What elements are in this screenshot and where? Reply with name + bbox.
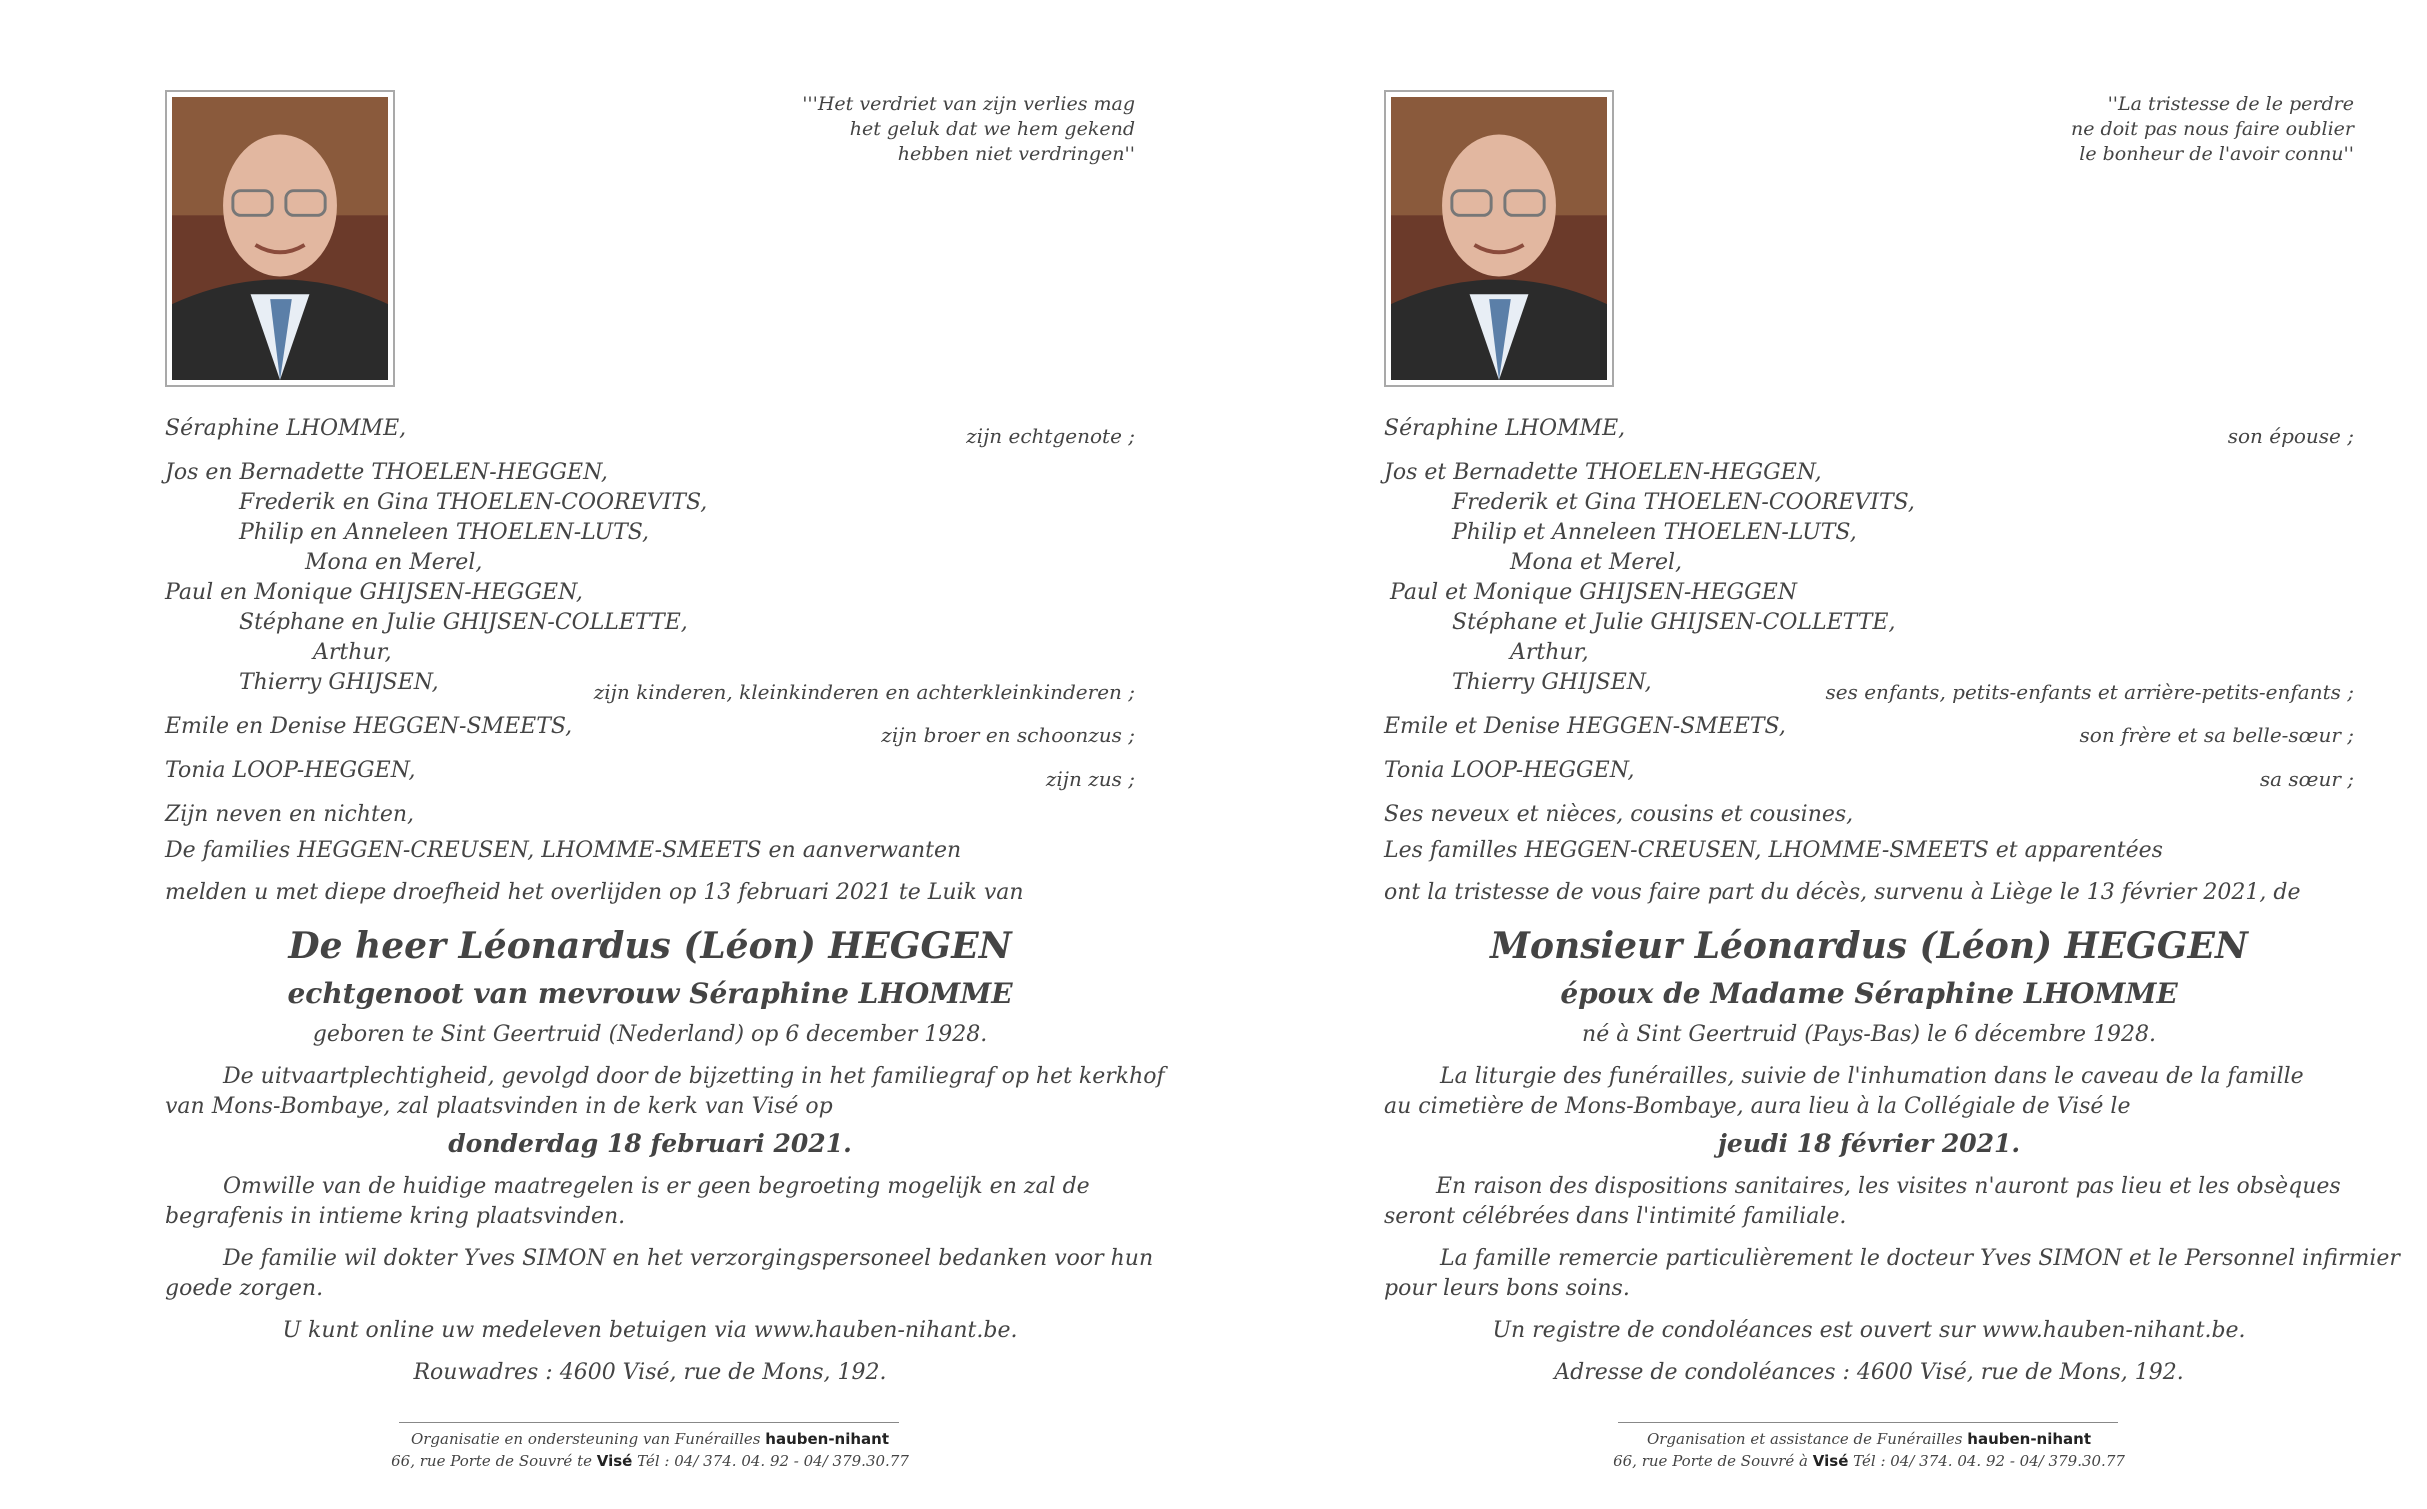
footer-street: 66, rue Porte de Souvré te [391,1452,592,1470]
children-role: ses enfants, petits-enfants et arrière-petits-enfants ; [1825,680,2354,704]
brother-name: Emile en Denise HEGGEN-SMEETS, [165,714,573,739]
spouse-name: Séraphine LHOMME, [165,416,407,441]
spouse-role: son épouse ; [2227,424,2354,448]
paragraph-line: Omwille van de huidige maatregelen is er geen begroeting mogelijk en zal de [223,1174,1090,1199]
deceased-portrait [1384,90,1614,387]
paragraph-line: van Mons-Bombaye, zal plaatsvinden in de kerk van Visé op [165,1094,833,1119]
spouse-line: echtgenoot van mevrouw Séraphine LHOMME [287,977,1013,1010]
footer-address [165,1450,1135,1472]
footer-org-text: Organisation et assistance de Funérailles [1646,1430,1963,1448]
funeral-home-logo: hauben-nihant [1967,1430,2092,1448]
paragraph-line: seront célébrées dans l'intimité familiale. [1384,1204,1847,1229]
family-member: Frederik et Gina THOELEN-COOREVITS, [1452,490,1915,515]
cousins-line: Zijn neven en nichten, [165,802,415,827]
ceremony-date: donderdag 18 februari 2021. [448,1129,852,1158]
deceased-name: De heer Léonardus (Léon) HEGGEN [288,925,1012,967]
thanks-paragraph [1384,1244,2400,1304]
ceremony-paragraph [1384,1062,2354,1122]
footer-org-text: Organisatie en ondersteuning van Funérailles [410,1430,761,1448]
family-member: Arthur, [313,640,392,665]
online-condolences: Un registre de condoléances est ouvert sur www.hauben-nihant.be. [1492,1318,2246,1343]
thanks-paragraph [165,1244,1154,1304]
online-condolences: U kunt online uw medeleven betuigen via www.hauben-nihant.be. [282,1318,1018,1343]
paragraph-line: La famille remercie particulièrement le docteur Yves SIMON et le Personnel infirmier [1440,1246,2400,1271]
paragraph-line: La liturgie des funérailles, suivie de l'inhumation dans le caveau de la famille [1440,1064,2304,1089]
children-role: zijn kinderen, kleinkinderen en achterkleinkinderen ; [593,680,1135,704]
french-notice [1384,0,2400,1509]
dutch-notice [165,0,1165,1509]
footer-address [1384,1450,2354,1472]
family-member: Philip et Anneleen THOELEN-LUTS, [1452,520,1857,545]
family-member: Thierry GHIJSEN, [239,670,439,695]
paragraph-line: goede zorgen. [165,1276,324,1301]
footer-divider [1618,1422,2118,1423]
cousins-line: Ses neveux et nièces, cousins et cousines, [1384,802,1854,827]
family-member: Mona en Merel, [305,550,483,575]
sister-role: zijn zus ; [1045,767,1135,791]
quote-line: le bonheur de l'avoir connu'' [2079,143,2354,165]
footer-street: 66, rue Porte de Souvré à [1613,1452,1808,1470]
footer-divider [399,1422,899,1423]
spouse-line: époux de Madame Séraphine LHOMME [1560,977,2178,1010]
paragraph-line: De uitvaartplechtigheid, gevolgd door de bijzetting in het familiegraf op het kerkhof [223,1064,1165,1089]
footer-phone: Tél : 04/ 374. 04. 92 - 04/ 379.30.77 [637,1452,909,1470]
deceased-name: Monsieur Léonardus (Léon) HEGGEN [1490,925,2248,967]
family-member: Thierry GHIJSEN, [1452,670,1652,695]
spouse-role: zijn echtgenote ; [966,424,1135,448]
footer-city: Visé [1812,1452,1849,1470]
condolence-address: Rouwadres : 4600 Visé, rue de Mons, 192. [413,1360,887,1385]
quote-line: ''La tristesse de le perdre [2107,93,2354,115]
family-member: Stéphane en Julie GHIJSEN-COLLETTE, [239,610,688,635]
family-member: Jos et Bernadette THOELEN-HEGGEN, [1384,460,1822,485]
paragraph-line: begrafenis in intieme kring plaatsvinden. [165,1204,626,1229]
family-member: Stéphane et Julie GHIJSEN-COLLETTE, [1452,610,1896,635]
spouse-name: Séraphine LHOMME, [1384,416,1626,441]
footer-organisation [165,1428,1135,1450]
sister-role: sa sœur ; [2259,767,2354,791]
families-line: Les familles HEGGEN-CREUSEN, LHOMME-SMEETS et apparentées [1384,838,2163,863]
funeral-home-logo: hauben-nihant [765,1430,890,1448]
family-member: Frederik en Gina THOELEN-COOREVITS, [239,490,708,515]
quote-line: ne doit pas nous faire oublier [2071,118,2354,140]
family-member: Arthur, [1510,640,1589,665]
memorial-quote [1934,92,2354,167]
paragraph-line: pour leurs bons soins. [1384,1276,1630,1301]
ceremony-paragraph [165,1062,1165,1122]
brother-role: son frère et sa belle-sœur ; [2079,723,2354,747]
families-line: De families HEGGEN-CREUSEN, LHOMME-SMEETS en aanverwanten [165,838,962,863]
family-member: Paul en Monique GHIJSEN-HEGGEN, [165,580,583,605]
quote-line: het geluk dat we hem gekend [849,118,1135,140]
family-member: Jos en Bernadette THOELEN-HEGGEN, [165,460,608,485]
memorial-quote [715,92,1135,167]
brother-name: Emile et Denise HEGGEN-SMEETS, [1384,714,1786,739]
measures-paragraph [165,1172,1135,1232]
paragraph-line: au cimetière de Mons-Bombaye, aura lieu à la Collégiale de Visé le [1384,1094,2131,1119]
quote-line: hebben niet verdringen'' [897,143,1135,165]
paragraph-line: De familie wil dokter Yves SIMON en het verzorgingspersoneel bedanken voor hun [223,1246,1154,1271]
family-member: Paul et Monique GHIJSEN-HEGGEN [1390,580,1798,605]
announcement-line: melden u met diepe droefheid het overlijden op 13 februari 2021 te Luik van [165,880,1024,905]
family-member: Philip en Anneleen THOELEN-LUTS, [239,520,650,545]
deceased-portrait [165,90,395,387]
footer-organisation [1384,1428,2354,1450]
birth-line: né à Sint Geertruid (Pays-Bas) le 6 décembre 1928. [1582,1022,2156,1047]
brother-role: zijn broer en schoonzus ; [881,723,1135,747]
quote-line: '''Het verdriet van zijn verlies mag [802,93,1135,115]
birth-line: geboren te Sint Geertruid (Nederland) op 6 december 1928. [312,1022,988,1047]
sister-name: Tonia LOOP-HEGGEN, [165,758,416,783]
measures-paragraph [1384,1172,2354,1232]
announcement-line: ont la tristesse de vous faire part du décès, survenu à Liège le 13 février 2021, de [1384,880,2301,905]
footer-phone: Tél : 04/ 374. 04. 92 - 04/ 379.30.77 [1853,1452,2125,1470]
family-member: Mona et Merel, [1510,550,1683,575]
condolence-address: Adresse de condoléances : 4600 Visé, rue de Mons, 192. [1554,1360,2184,1385]
paragraph-line: En raison des dispositions sanitaires, les visites n'auront pas lieu et les obsèques [1436,1174,2341,1199]
sister-name: Tonia LOOP-HEGGEN, [1384,758,1635,783]
footer-city: Visé [596,1452,633,1470]
ceremony-date: jeudi 18 février 2021. [1717,1129,2021,1158]
